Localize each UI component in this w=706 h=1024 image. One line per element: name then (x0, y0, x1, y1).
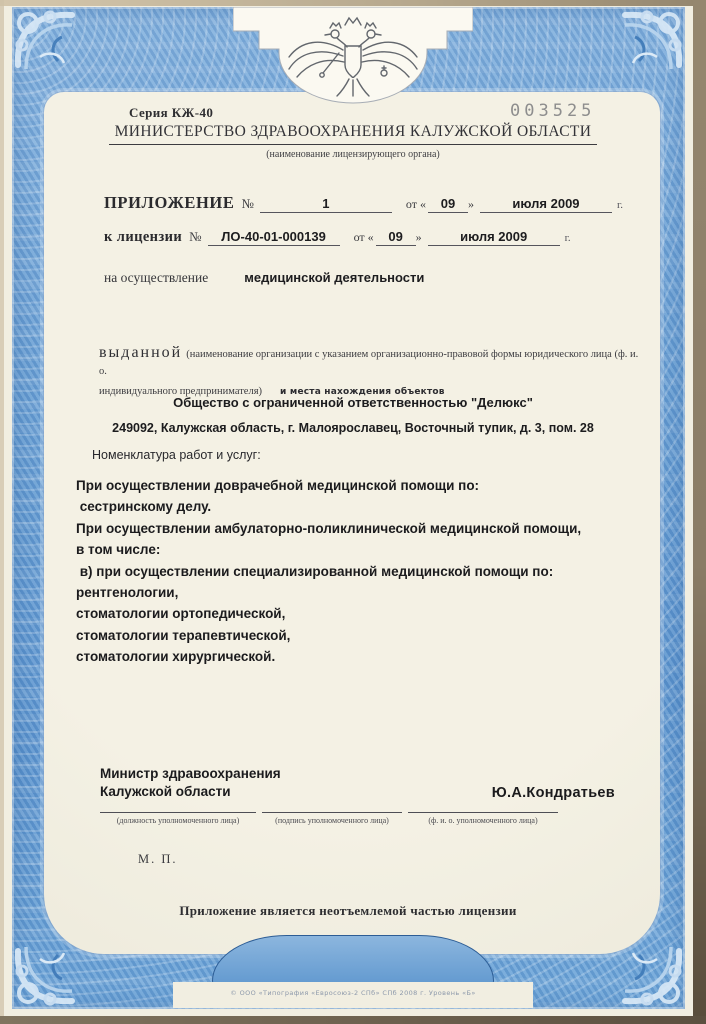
license-year-suffix: г. (564, 232, 571, 244)
annex-label: ПРИЛОЖЕНИЕ (104, 193, 235, 212)
footer-note: Приложение является неотъемлемой частью лицензии (179, 903, 517, 918)
license-number-row (104, 229, 571, 246)
signature-field-sign (262, 812, 402, 825)
issued-line1 (99, 346, 647, 379)
service-line: рентгенологии, (76, 585, 179, 601)
signer-position-line2: Калужской области (100, 784, 231, 799)
issued-label: выданной (99, 344, 183, 361)
signature-field-name (408, 812, 558, 825)
services-list (76, 475, 656, 668)
issued-caption-suffix: и места нахождения объектов (280, 387, 445, 397)
nomenclature-label: Номенклатура работ и услуг: (92, 448, 261, 462)
annex-from-label: от « (405, 197, 426, 211)
signature-caption-position: (должность уполномоченного лица) (116, 816, 240, 825)
license-label: к лицензии (104, 229, 183, 245)
serial-number: 003525 (510, 101, 596, 121)
issued-caption-line1: (наименование организации с указанием организационно-правовой формы юридического лица (ф. и. о. (99, 349, 639, 377)
ministry-caption: (наименование лицензирующего органа) (266, 149, 440, 160)
organization-name: Общество с ограниченной ответственностью "Делюкс" (173, 395, 533, 410)
annex-number-row (104, 193, 623, 213)
organization-address: 249092, Калужская область, г. Малоярославец, Восточный тупик, д. 3, пом. 28 (112, 421, 594, 435)
printer-credit: © ООО «Типография «Евросоюз-2 СПб» СПб 2008 г. Уровень «Б» (230, 989, 476, 997)
license-close-quote: » (415, 230, 422, 244)
license-day-value: 09 (376, 229, 416, 246)
annex-day-value: 09 (428, 196, 468, 213)
annex-year-suffix: г. (616, 199, 623, 211)
activity-row (104, 270, 424, 286)
issued-to-block (99, 346, 647, 400)
signer-position-line1: Министр здравоохранения (100, 766, 281, 781)
annex-month-value: июля 2009 (480, 196, 612, 213)
service-line: При осуществлении амбулаторно-поликлинической медицинской помощи, (76, 520, 582, 536)
annex-number-value: 1 (260, 196, 392, 213)
annex-no-sign: № (241, 196, 254, 211)
activity-value: медицинской деятельности (244, 270, 425, 285)
service-line: сестринскому делу. (76, 499, 212, 515)
signer-position (100, 765, 281, 801)
issued-caption-line2: индивидуального предпринимателя) (99, 386, 263, 397)
signature-caption-sign: (подпись уполномоченного лица) (275, 816, 389, 825)
series-label: Серия КЖ-40 (129, 105, 214, 120)
stamp-place-mark: М. П. (138, 852, 178, 866)
service-line: стоматологии хирургической. (76, 649, 276, 665)
ministry-title: МИНИСТЕРСТВО ЗДРАВООХРАНЕНИЯ КАЛУЖСКОЙ ОБЛАСТИ (109, 123, 598, 145)
service-line: стоматологии ортопедической, (76, 606, 286, 622)
service-line: При осуществлении доврачебной медицинской помощи по: (76, 478, 480, 493)
annex-close-quote: » (467, 197, 474, 211)
signature-field-position (100, 812, 256, 825)
signature-caption-name: (ф. и. о. уполномоченного лица) (428, 816, 538, 825)
service-line: стоматологии терапевтической, (76, 627, 291, 643)
ministry-title-wrap (0, 123, 706, 145)
license-number-value: ЛО-40-01-000139 (208, 229, 340, 246)
license-month-value: июля 2009 (428, 229, 560, 246)
license-from-label: от « (353, 230, 374, 244)
service-line: в том числе: (76, 542, 161, 558)
service-line: в) при осуществлении специализированной медицинской помощи по: (76, 563, 554, 579)
signer-name: Ю.А.Кондратьев (491, 785, 615, 801)
activity-label: на осуществление (104, 270, 209, 285)
license-no-sign: № (189, 229, 202, 244)
